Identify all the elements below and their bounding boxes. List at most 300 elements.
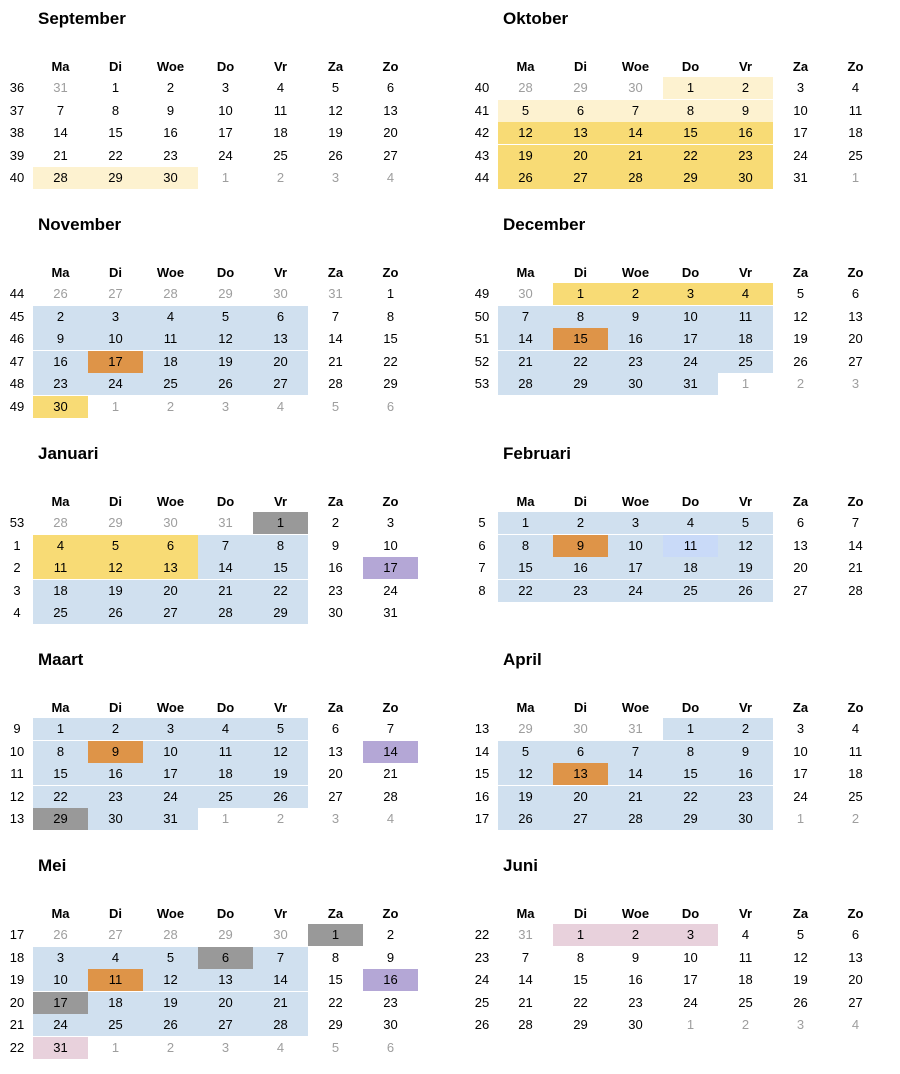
day-cell[interactable]: 18 bbox=[718, 328, 773, 350]
day-cell[interactable]: 31 bbox=[328, 286, 343, 301]
day-cell[interactable]: 30 bbox=[718, 167, 773, 189]
day-cell[interactable]: 10 bbox=[608, 535, 663, 557]
day-cell[interactable]: 8 bbox=[111, 103, 120, 118]
day-cell[interactable]: 11 bbox=[663, 535, 718, 557]
day-cell[interactable]: 3 bbox=[386, 515, 395, 530]
day-cell[interactable]: 10 bbox=[793, 744, 808, 759]
day-cell[interactable]: 6 bbox=[851, 286, 860, 301]
day-cell[interactable]: 20 bbox=[553, 786, 608, 808]
day-cell[interactable]: 27 bbox=[848, 995, 863, 1010]
day-cell[interactable]: 2 bbox=[166, 80, 175, 95]
day-cell[interactable]: 4 bbox=[276, 80, 285, 95]
day-cell[interactable]: 21 bbox=[498, 351, 553, 373]
day-cell[interactable]: 25 bbox=[273, 148, 288, 163]
day-cell[interactable]: 12 bbox=[793, 950, 808, 965]
day-cell[interactable]: 21 bbox=[383, 766, 398, 781]
day-cell[interactable]: 4 bbox=[851, 721, 860, 736]
day-cell[interactable]: 3 bbox=[663, 924, 718, 946]
day-cell[interactable]: 26 bbox=[143, 1014, 198, 1036]
day-cell[interactable]: 2 bbox=[718, 718, 773, 740]
day-cell[interactable]: 29 bbox=[218, 927, 233, 942]
day-cell[interactable]: 2 bbox=[718, 77, 773, 99]
day-cell[interactable]: 21 bbox=[518, 995, 533, 1010]
day-cell[interactable]: 9 bbox=[631, 950, 640, 965]
day-cell[interactable]: 25 bbox=[848, 789, 863, 804]
day-cell[interactable]: 7 bbox=[386, 721, 395, 736]
day-cell[interactable]: 23 bbox=[553, 580, 608, 602]
day-cell[interactable]: 25 bbox=[33, 602, 88, 624]
day-cell[interactable]: 30 bbox=[163, 515, 178, 530]
day-cell[interactable]: 12 bbox=[253, 741, 308, 763]
day-cell[interactable]: 22 bbox=[108, 148, 123, 163]
day-cell[interactable]: 16 bbox=[628, 972, 643, 987]
day-cell[interactable]: 3 bbox=[608, 512, 663, 534]
day-cell[interactable]: 1 bbox=[741, 376, 750, 391]
day-cell[interactable]: 8 bbox=[498, 535, 553, 557]
day-cell[interactable]: 3 bbox=[221, 80, 230, 95]
day-cell[interactable]: 17 bbox=[663, 328, 718, 350]
day-cell[interactable]: 8 bbox=[553, 306, 608, 328]
day-cell[interactable]: 30 bbox=[88, 808, 143, 830]
day-cell[interactable]: 16 bbox=[718, 763, 773, 785]
day-cell[interactable]: 26 bbox=[793, 995, 808, 1010]
day-cell[interactable]: 10 bbox=[793, 103, 808, 118]
day-cell[interactable]: 24 bbox=[218, 148, 233, 163]
day-cell[interactable]: 29 bbox=[218, 286, 233, 301]
day-cell[interactable]: 12 bbox=[793, 309, 808, 324]
day-cell[interactable]: 9 bbox=[608, 306, 663, 328]
day-cell[interactable]: 23 bbox=[328, 583, 343, 598]
day-cell[interactable]: 31 bbox=[628, 721, 643, 736]
day-cell[interactable]: 18 bbox=[198, 763, 253, 785]
day-cell[interactable]: 18 bbox=[663, 557, 718, 579]
day-cell[interactable]: 23 bbox=[718, 786, 773, 808]
day-cell[interactable]: 27 bbox=[553, 167, 608, 189]
day-cell[interactable]: 12 bbox=[88, 557, 143, 579]
day-cell[interactable]: 3 bbox=[851, 376, 860, 391]
day-cell[interactable]: 4 bbox=[851, 80, 860, 95]
day-cell[interactable]: 19 bbox=[143, 992, 198, 1014]
day-cell[interactable]: 23 bbox=[383, 995, 398, 1010]
day-cell[interactable]: 24 bbox=[88, 373, 143, 395]
day-cell[interactable]: 15 bbox=[663, 122, 718, 144]
day-cell[interactable]: 10 bbox=[88, 328, 143, 350]
day-cell[interactable]: 13 bbox=[328, 744, 343, 759]
day-cell[interactable]: 31 bbox=[793, 170, 808, 185]
day-cell[interactable]: 5 bbox=[331, 80, 340, 95]
day-cell[interactable]: 30 bbox=[143, 167, 198, 189]
day-cell[interactable]: 25 bbox=[738, 995, 753, 1010]
day-cell[interactable]: 1 bbox=[553, 283, 608, 305]
day-cell[interactable]: 16 bbox=[718, 122, 773, 144]
day-cell[interactable]: 18 bbox=[273, 125, 288, 140]
day-cell[interactable]: 22 bbox=[663, 786, 718, 808]
day-cell[interactable]: 1 bbox=[553, 924, 608, 946]
day-cell[interactable]: 28 bbox=[198, 602, 253, 624]
day-cell[interactable]: 6 bbox=[386, 80, 395, 95]
day-cell[interactable]: 28 bbox=[608, 167, 663, 189]
day-cell[interactable]: 17 bbox=[33, 992, 88, 1014]
day-cell[interactable]: 20 bbox=[793, 560, 808, 575]
day-cell[interactable]: 30 bbox=[718, 808, 773, 830]
day-cell[interactable]: 25 bbox=[663, 580, 718, 602]
day-cell[interactable]: 5 bbox=[253, 718, 308, 740]
day-cell[interactable]: 26 bbox=[328, 148, 343, 163]
day-cell[interactable]: 3 bbox=[221, 1040, 230, 1055]
day-cell[interactable]: 2 bbox=[553, 512, 608, 534]
day-cell[interactable]: 7 bbox=[608, 100, 663, 122]
day-cell[interactable]: 28 bbox=[608, 808, 663, 830]
day-cell[interactable]: 18 bbox=[88, 992, 143, 1014]
day-cell[interactable]: 16 bbox=[328, 560, 343, 575]
day-cell[interactable]: 27 bbox=[328, 789, 343, 804]
day-cell[interactable]: 29 bbox=[663, 808, 718, 830]
day-cell[interactable]: 20 bbox=[383, 125, 398, 140]
day-cell[interactable]: 2 bbox=[851, 811, 860, 826]
day-cell[interactable]: 11 bbox=[718, 306, 773, 328]
day-cell[interactable]: 4 bbox=[88, 947, 143, 969]
day-cell[interactable]: 14 bbox=[328, 331, 343, 346]
day-cell[interactable]: 20 bbox=[253, 351, 308, 373]
day-cell[interactable]: 17 bbox=[363, 557, 418, 579]
day-cell[interactable]: 7 bbox=[498, 306, 553, 328]
day-cell[interactable]: 16 bbox=[363, 969, 418, 991]
day-cell[interactable]: 17 bbox=[88, 351, 143, 373]
day-cell[interactable]: 3 bbox=[221, 399, 230, 414]
day-cell[interactable]: 2 bbox=[741, 1017, 750, 1032]
day-cell[interactable]: 29 bbox=[33, 808, 88, 830]
day-cell[interactable]: 23 bbox=[718, 145, 773, 167]
day-cell[interactable]: 4 bbox=[33, 535, 88, 557]
day-cell[interactable]: 23 bbox=[88, 786, 143, 808]
day-cell[interactable]: 5 bbox=[498, 741, 553, 763]
day-cell[interactable]: 8 bbox=[663, 741, 718, 763]
day-cell[interactable]: 29 bbox=[553, 373, 608, 395]
day-cell[interactable]: 15 bbox=[253, 557, 308, 579]
day-cell[interactable]: 31 bbox=[518, 927, 533, 942]
day-cell[interactable]: 18 bbox=[848, 125, 863, 140]
day-cell[interactable]: 4 bbox=[386, 811, 395, 826]
day-cell[interactable]: 27 bbox=[383, 148, 398, 163]
day-cell[interactable]: 6 bbox=[851, 927, 860, 942]
day-cell[interactable]: 4 bbox=[741, 927, 750, 942]
day-cell[interactable]: 26 bbox=[498, 808, 553, 830]
day-cell[interactable]: 4 bbox=[663, 512, 718, 534]
day-cell[interactable]: 15 bbox=[383, 331, 398, 346]
day-cell[interactable]: 29 bbox=[108, 515, 123, 530]
day-cell[interactable]: 23 bbox=[163, 148, 178, 163]
day-cell[interactable]: 12 bbox=[718, 535, 773, 557]
day-cell[interactable]: 14 bbox=[198, 557, 253, 579]
day-cell[interactable]: 19 bbox=[718, 557, 773, 579]
day-cell[interactable]: 21 bbox=[53, 148, 68, 163]
day-cell[interactable]: 27 bbox=[143, 602, 198, 624]
day-cell[interactable]: 20 bbox=[143, 580, 198, 602]
day-cell[interactable]: 31 bbox=[218, 515, 233, 530]
day-cell[interactable]: 13 bbox=[553, 122, 608, 144]
day-cell[interactable]: 20 bbox=[198, 992, 253, 1014]
day-cell[interactable]: 11 bbox=[848, 103, 863, 118]
day-cell[interactable]: 14 bbox=[253, 969, 308, 991]
day-cell[interactable]: 29 bbox=[88, 167, 143, 189]
day-cell[interactable]: 26 bbox=[53, 286, 68, 301]
day-cell[interactable]: 13 bbox=[143, 557, 198, 579]
day-cell[interactable]: 21 bbox=[608, 786, 663, 808]
day-cell[interactable]: 14 bbox=[518, 972, 533, 987]
day-cell[interactable]: 27 bbox=[108, 286, 123, 301]
day-cell[interactable]: 11 bbox=[143, 328, 198, 350]
day-cell[interactable]: 4 bbox=[718, 283, 773, 305]
day-cell[interactable]: 10 bbox=[683, 950, 698, 965]
day-cell[interactable]: 11 bbox=[273, 103, 288, 118]
day-cell[interactable]: 12 bbox=[498, 763, 553, 785]
day-cell[interactable]: 22 bbox=[663, 145, 718, 167]
day-cell[interactable]: 3 bbox=[143, 718, 198, 740]
day-cell[interactable]: 13 bbox=[253, 328, 308, 350]
day-cell[interactable]: 15 bbox=[553, 328, 608, 350]
day-cell[interactable]: 28 bbox=[163, 927, 178, 942]
day-cell[interactable]: 29 bbox=[253, 602, 308, 624]
day-cell[interactable]: 31 bbox=[53, 80, 68, 95]
day-cell[interactable]: 1 bbox=[386, 286, 395, 301]
day-cell[interactable]: 21 bbox=[328, 354, 343, 369]
day-cell[interactable]: 31 bbox=[663, 373, 718, 395]
day-cell[interactable]: 11 bbox=[848, 744, 863, 759]
day-cell[interactable]: 2 bbox=[33, 306, 88, 328]
day-cell[interactable]: 17 bbox=[608, 557, 663, 579]
day-cell[interactable]: 27 bbox=[253, 373, 308, 395]
day-cell[interactable]: 26 bbox=[253, 786, 308, 808]
day-cell[interactable]: 7 bbox=[56, 103, 65, 118]
day-cell[interactable]: 30 bbox=[383, 1017, 398, 1032]
day-cell[interactable]: 14 bbox=[53, 125, 68, 140]
day-cell[interactable]: 14 bbox=[363, 741, 418, 763]
day-cell[interactable]: 18 bbox=[33, 580, 88, 602]
day-cell[interactable]: 19 bbox=[498, 786, 553, 808]
day-cell[interactable]: 7 bbox=[521, 950, 530, 965]
day-cell[interactable]: 23 bbox=[608, 351, 663, 373]
day-cell[interactable]: 28 bbox=[253, 1014, 308, 1036]
day-cell[interactable]: 23 bbox=[33, 373, 88, 395]
day-cell[interactable]: 19 bbox=[88, 580, 143, 602]
day-cell[interactable]: 20 bbox=[848, 331, 863, 346]
day-cell[interactable]: 3 bbox=[663, 283, 718, 305]
day-cell[interactable]: 1 bbox=[498, 512, 553, 534]
day-cell[interactable]: 12 bbox=[328, 103, 343, 118]
day-cell[interactable]: 11 bbox=[33, 557, 88, 579]
day-cell[interactable]: 11 bbox=[738, 950, 753, 965]
day-cell[interactable]: 30 bbox=[33, 396, 88, 418]
day-cell[interactable]: 11 bbox=[88, 969, 143, 991]
day-cell[interactable]: 10 bbox=[218, 103, 233, 118]
day-cell[interactable]: 1 bbox=[253, 512, 308, 534]
day-cell[interactable]: 17 bbox=[143, 763, 198, 785]
day-cell[interactable]: 27 bbox=[848, 354, 863, 369]
day-cell[interactable]: 30 bbox=[608, 373, 663, 395]
day-cell[interactable]: 5 bbox=[143, 947, 198, 969]
day-cell[interactable]: 6 bbox=[253, 306, 308, 328]
day-cell[interactable]: 27 bbox=[198, 1014, 253, 1036]
day-cell[interactable]: 1 bbox=[111, 399, 120, 414]
day-cell[interactable]: 16 bbox=[608, 328, 663, 350]
day-cell[interactable]: 31 bbox=[383, 605, 398, 620]
day-cell[interactable]: 20 bbox=[328, 766, 343, 781]
day-cell[interactable]: 6 bbox=[198, 947, 253, 969]
day-cell[interactable]: 28 bbox=[163, 286, 178, 301]
day-cell[interactable]: 12 bbox=[498, 122, 553, 144]
day-cell[interactable]: 15 bbox=[498, 557, 553, 579]
day-cell[interactable]: 9 bbox=[386, 950, 395, 965]
day-cell[interactable]: 24 bbox=[33, 1014, 88, 1036]
day-cell[interactable]: 28 bbox=[328, 376, 343, 391]
day-cell[interactable]: 24 bbox=[793, 789, 808, 804]
day-cell[interactable]: 1 bbox=[221, 170, 230, 185]
day-cell[interactable]: 22 bbox=[553, 351, 608, 373]
day-cell[interactable]: 13 bbox=[848, 950, 863, 965]
day-cell[interactable]: 3 bbox=[88, 306, 143, 328]
day-cell[interactable]: 19 bbox=[253, 763, 308, 785]
day-cell[interactable]: 14 bbox=[608, 122, 663, 144]
day-cell[interactable]: 28 bbox=[498, 373, 553, 395]
day-cell[interactable]: 3 bbox=[331, 811, 340, 826]
day-cell[interactable]: 31 bbox=[33, 1037, 88, 1059]
day-cell[interactable]: 2 bbox=[386, 927, 395, 942]
day-cell[interactable]: 1 bbox=[308, 924, 363, 946]
day-cell[interactable]: 28 bbox=[518, 80, 533, 95]
day-cell[interactable]: 10 bbox=[663, 306, 718, 328]
day-cell[interactable]: 18 bbox=[848, 766, 863, 781]
day-cell[interactable]: 23 bbox=[628, 995, 643, 1010]
day-cell[interactable]: 9 bbox=[166, 103, 175, 118]
day-cell[interactable]: 3 bbox=[796, 1017, 805, 1032]
day-cell[interactable]: 13 bbox=[793, 538, 808, 553]
day-cell[interactable]: 3 bbox=[331, 170, 340, 185]
day-cell[interactable]: 29 bbox=[663, 167, 718, 189]
day-cell[interactable]: 10 bbox=[33, 969, 88, 991]
day-cell[interactable]: 6 bbox=[553, 741, 608, 763]
day-cell[interactable]: 4 bbox=[143, 306, 198, 328]
day-cell[interactable]: 27 bbox=[108, 927, 123, 942]
day-cell[interactable]: 16 bbox=[33, 351, 88, 373]
day-cell[interactable]: 29 bbox=[573, 1017, 588, 1032]
day-cell[interactable]: 2 bbox=[608, 924, 663, 946]
day-cell[interactable]: 6 bbox=[386, 399, 395, 414]
day-cell[interactable]: 28 bbox=[33, 167, 88, 189]
day-cell[interactable]: 1 bbox=[111, 1040, 120, 1055]
day-cell[interactable]: 19 bbox=[793, 972, 808, 987]
day-cell[interactable]: 25 bbox=[718, 351, 773, 373]
day-cell[interactable]: 8 bbox=[663, 100, 718, 122]
day-cell[interactable]: 5 bbox=[796, 927, 805, 942]
day-cell[interactable]: 5 bbox=[198, 306, 253, 328]
day-cell[interactable]: 29 bbox=[328, 1017, 343, 1032]
day-cell[interactable]: 31 bbox=[143, 808, 198, 830]
day-cell[interactable]: 30 bbox=[628, 1017, 643, 1032]
day-cell[interactable]: 8 bbox=[33, 741, 88, 763]
day-cell[interactable]: 8 bbox=[386, 309, 395, 324]
day-cell[interactable]: 1 bbox=[111, 80, 120, 95]
day-cell[interactable]: 3 bbox=[796, 80, 805, 95]
day-cell[interactable]: 6 bbox=[796, 515, 805, 530]
day-cell[interactable]: 30 bbox=[273, 286, 288, 301]
day-cell[interactable]: 1 bbox=[221, 811, 230, 826]
day-cell[interactable]: 20 bbox=[553, 145, 608, 167]
day-cell[interactable]: 30 bbox=[273, 927, 288, 942]
day-cell[interactable]: 5 bbox=[498, 100, 553, 122]
day-cell[interactable]: 17 bbox=[793, 766, 808, 781]
day-cell[interactable]: 17 bbox=[793, 125, 808, 140]
day-cell[interactable]: 12 bbox=[143, 969, 198, 991]
day-cell[interactable]: 25 bbox=[143, 373, 198, 395]
day-cell[interactable]: 9 bbox=[33, 328, 88, 350]
day-cell[interactable]: 27 bbox=[793, 583, 808, 598]
day-cell[interactable]: 2 bbox=[331, 515, 340, 530]
day-cell[interactable]: 26 bbox=[793, 354, 808, 369]
day-cell[interactable]: 5 bbox=[796, 286, 805, 301]
day-cell[interactable]: 24 bbox=[793, 148, 808, 163]
day-cell[interactable]: 22 bbox=[33, 786, 88, 808]
day-cell[interactable]: 2 bbox=[166, 399, 175, 414]
day-cell[interactable]: 7 bbox=[608, 741, 663, 763]
day-cell[interactable]: 22 bbox=[328, 995, 343, 1010]
day-cell[interactable]: 24 bbox=[383, 583, 398, 598]
day-cell[interactable]: 2 bbox=[276, 170, 285, 185]
day-cell[interactable]: 22 bbox=[253, 580, 308, 602]
day-cell[interactable]: 25 bbox=[848, 148, 863, 163]
day-cell[interactable]: 16 bbox=[553, 557, 608, 579]
day-cell[interactable]: 7 bbox=[253, 947, 308, 969]
day-cell[interactable]: 6 bbox=[386, 1040, 395, 1055]
day-cell[interactable]: 9 bbox=[553, 535, 608, 557]
day-cell[interactable]: 1 bbox=[33, 718, 88, 740]
day-cell[interactable]: 18 bbox=[143, 351, 198, 373]
day-cell[interactable]: 8 bbox=[576, 950, 585, 965]
day-cell[interactable]: 8 bbox=[331, 950, 340, 965]
day-cell[interactable]: 5 bbox=[718, 512, 773, 534]
day-cell[interactable]: 28 bbox=[53, 515, 68, 530]
day-cell[interactable]: 19 bbox=[328, 125, 343, 140]
day-cell[interactable]: 14 bbox=[608, 763, 663, 785]
day-cell[interactable]: 27 bbox=[553, 808, 608, 830]
day-cell[interactable]: 25 bbox=[88, 1014, 143, 1036]
day-cell[interactable]: 10 bbox=[143, 741, 198, 763]
day-cell[interactable]: 5 bbox=[88, 535, 143, 557]
day-cell[interactable]: 29 bbox=[383, 376, 398, 391]
day-cell[interactable]: 28 bbox=[383, 789, 398, 804]
day-cell[interactable]: 22 bbox=[383, 354, 398, 369]
day-cell[interactable]: 4 bbox=[276, 399, 285, 414]
day-cell[interactable]: 6 bbox=[331, 721, 340, 736]
day-cell[interactable]: 21 bbox=[608, 145, 663, 167]
day-cell[interactable]: 4 bbox=[386, 170, 395, 185]
day-cell[interactable]: 16 bbox=[163, 125, 178, 140]
day-cell[interactable]: 4 bbox=[276, 1040, 285, 1055]
day-cell[interactable]: 17 bbox=[683, 972, 698, 987]
day-cell[interactable]: 26 bbox=[88, 602, 143, 624]
day-cell[interactable]: 9 bbox=[718, 100, 773, 122]
day-cell[interactable]: 2 bbox=[796, 376, 805, 391]
day-cell[interactable]: 10 bbox=[383, 538, 398, 553]
day-cell[interactable]: 9 bbox=[88, 741, 143, 763]
day-cell[interactable]: 18 bbox=[738, 972, 753, 987]
day-cell[interactable]: 1 bbox=[663, 77, 718, 99]
day-cell[interactable]: 29 bbox=[573, 80, 588, 95]
day-cell[interactable]: 7 bbox=[198, 535, 253, 557]
day-cell[interactable]: 30 bbox=[518, 286, 533, 301]
day-cell[interactable]: 2 bbox=[166, 1040, 175, 1055]
day-cell[interactable]: 5 bbox=[331, 399, 340, 414]
day-cell[interactable]: 15 bbox=[663, 763, 718, 785]
